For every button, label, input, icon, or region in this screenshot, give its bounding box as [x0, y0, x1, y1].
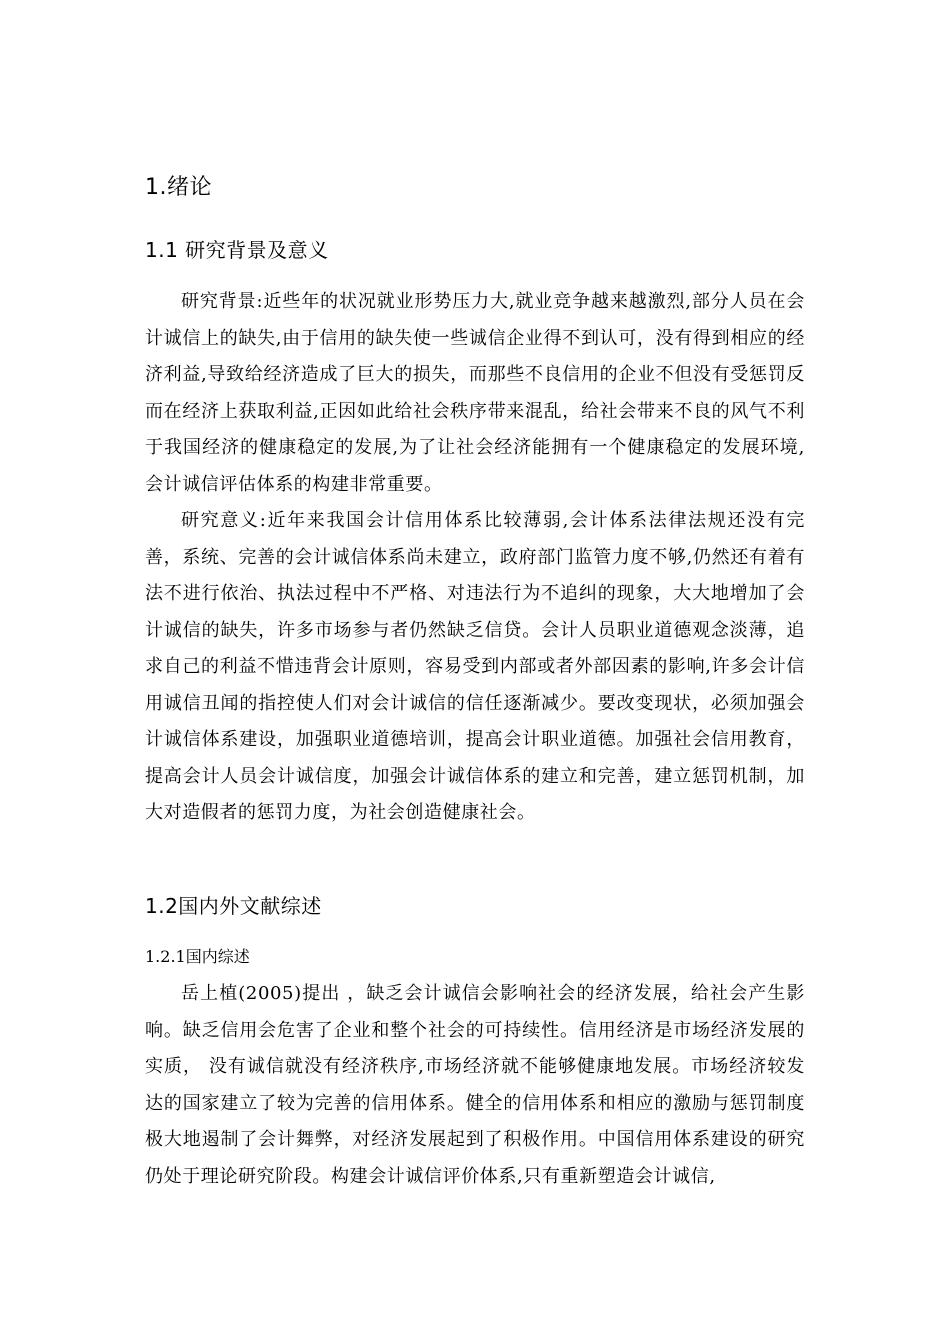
research-significance-paragraph: 研究意义:近年来我国会计信用体系比较薄弱,会计体系法律法规还没有完善，系统、完善的会计诚信体系尚未建立，政府部门监管力度不够,仍然还有着有法不进行依治、执法过程中不严格、对违法行为不追纠的现象，大大地增加了会计诚信的缺失，许多市场参与者仍然缺乏信贷。会计人员职业道德观念淡薄，追求自己的利益不惜违背会计原则，容易受到内部或者外部因素的影响,许多会计信用诚信丑闻的指控使人们对会计诚信的信任逐渐减少。要改变现状，必须加强会计诚信体系建设，加强职业道德培训，提高会计职业道德。加强社会信用教育，提高会计人员会计诚信度，加强会计诚信体系的建立和完善，建立惩罚机制，加大对造假者的惩罚力度，为社会创造健康社会。 — [145, 510, 805, 823]
chapter-heading: 1.绪论 — [145, 175, 212, 200]
section-heading-1-1: 1.1 研究背景及意义 — [145, 238, 329, 262]
subsection-heading-1-2-1: 1.2.1国内综述 — [145, 947, 250, 966]
domestic-review-paragraph: 岳上植(2005)提出 ，缺乏会计诚信会影响社会的经济发展，给社会产生影响。缺乏信用会危害了企业和整个社会的可持续性。信用经济是市场经济发展的实质， 没有诚信就没有经济秩序,市场经济就不能够健康地发展。市场经济较发达的国家建立了较为完善的信用体系。健全的信用体系和相应的激励与惩罚制度极大地遏制了会计舞弊，对经济发展起到了积极作用。中国信用体系建设的研究仍处于理论研究阶段。构建会计诚信评价体系,只有重新塑造会计诚信, — [145, 983, 805, 1187]
research-background-paragraph: 研究背景:近些年的状况就业形势压力大,就业竞争越来越激烈,部分人员在会计诚信上的缺失,由于信用的缺失使一些诚信企业得不到认可，没有得到相应的经济利益,导致给经济造成了巨大的损失，而那些不良信用的企业不但没有受惩罚反而在经济上获取利益,正因如此给社会秩序带来混乱，给社会带来不良的风气不利于我国经济的健康稳定的发展,为了让社会经济能拥有一个健康稳定的发展环境,会计诚信评估体系的构建非常重要。 — [145, 291, 805, 495]
section-heading-1-2: 1.2国内外文献综述 — [145, 894, 322, 918]
